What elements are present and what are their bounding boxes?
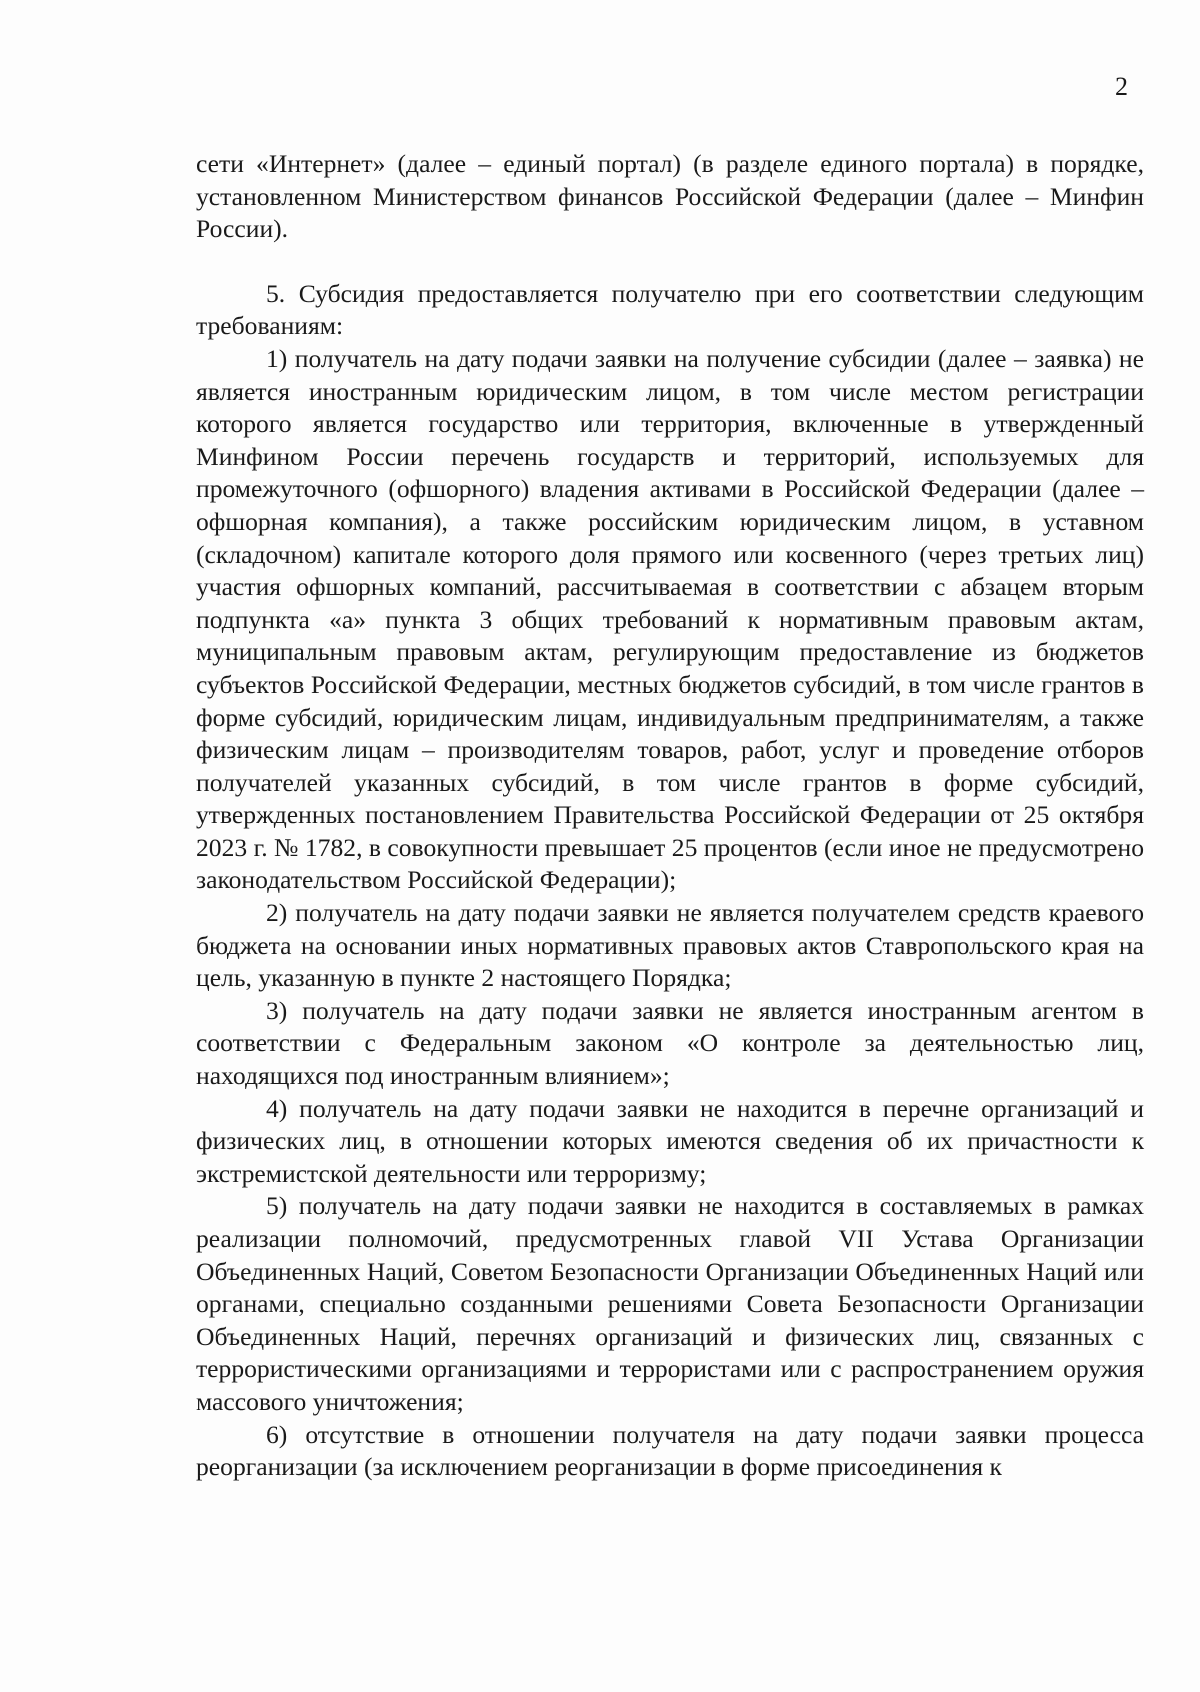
page-number: 2	[1115, 72, 1128, 101]
paragraph-subitem-5: 5) получатель на дату подачи заявки не находится в составляемых в рамках реализации полномочий, предусмотренных главой VII Устава Организации Объединенных Наций, Советом Безопасности Организации Объединенных Наций или органами, специально созданными решениями Совета Безопасности Организации Объединенных Наций, перечнях организаций и физических лиц, связанных с террористическими организациями и террористами или с распространением оружия массового уничтожения;	[196, 1191, 1144, 1416]
paragraph-item-5: 5. Субсидия предоставляется получателю при его соответствии следующим требованиям:	[196, 278, 1144, 341]
document-body	[196, 148, 1144, 1484]
paragraph-subitem-1: 1) получатель на дату подачи заявки на получение субсидии (далее – заявка) не является иностранным юридическим лицом, в том числе местом регистрации которого является государство или территория, включенные в утвержденный Минфином России перечень государств и территорий, используемых для промежуточного (офшорного) владения активами в Российской Федерации (далее – офшорная компания), а также российским юридическим лицом, в уставном (складочном) капитале которого доля прямого или косвенного (через третьих лиц) участия офшорных компаний, рассчитываемая в соответствии с абзацем вторым подпункта «а» пункта 3 общих требований к нормативным правовым актам, муниципальным правовым актам, регулирующим предоставление из бюджетов субъектов Российской Федерации, местных бюджетов субсидий, в том числе грантов в форме субсидий, юридическим лицам, индивидуальным предпринимателям, а также физическим лицам – производителям товаров, работ, услуг и проведение отборов получателей указанных субсидий, в том числе грантов в форме субсидий, утвержденных постановлением Правительства Российской Федерации от 25 октября 2023 г. № 1782, в совокупности превышает 25 процентов (если иное не предусмотрено законодательством Российской Федерации);	[196, 343, 1144, 895]
paragraph-subitem-2: 2) получатель на дату подачи заявки не является получателем средств краевого бюджета на основании иных нормативных правовых актов Ставропольского края на цель, указанную в пункте 2 настоящего Порядка;	[196, 898, 1144, 993]
paragraph-subitem-4: 4) получатель на дату подачи заявки не находится в перечне организаций и физических лиц, в отношении которых имеются сведения об их причастности к экстремистской деятельности или терроризму;	[196, 1093, 1144, 1188]
paragraph-subitem-3: 3) получатель на дату подачи заявки не является иностранным агентом в соответствии с Федеральным законом «О контроле за деятельностью лиц, находящихся под иностранным влиянием»;	[196, 995, 1144, 1091]
paragraph-continuation: сети «Интернет» (далее – единый портал) (в разделе единого портала) в порядке, установленном Министерством финансов Российской Федерации (далее – Минфин России).	[196, 149, 1144, 244]
paragraph-subitem-6: 6) отсутствие в отношении получателя на дату подачи заявки процесса реорганизации (за исключением реорганизации в форме присоединения к	[196, 1419, 1144, 1482]
